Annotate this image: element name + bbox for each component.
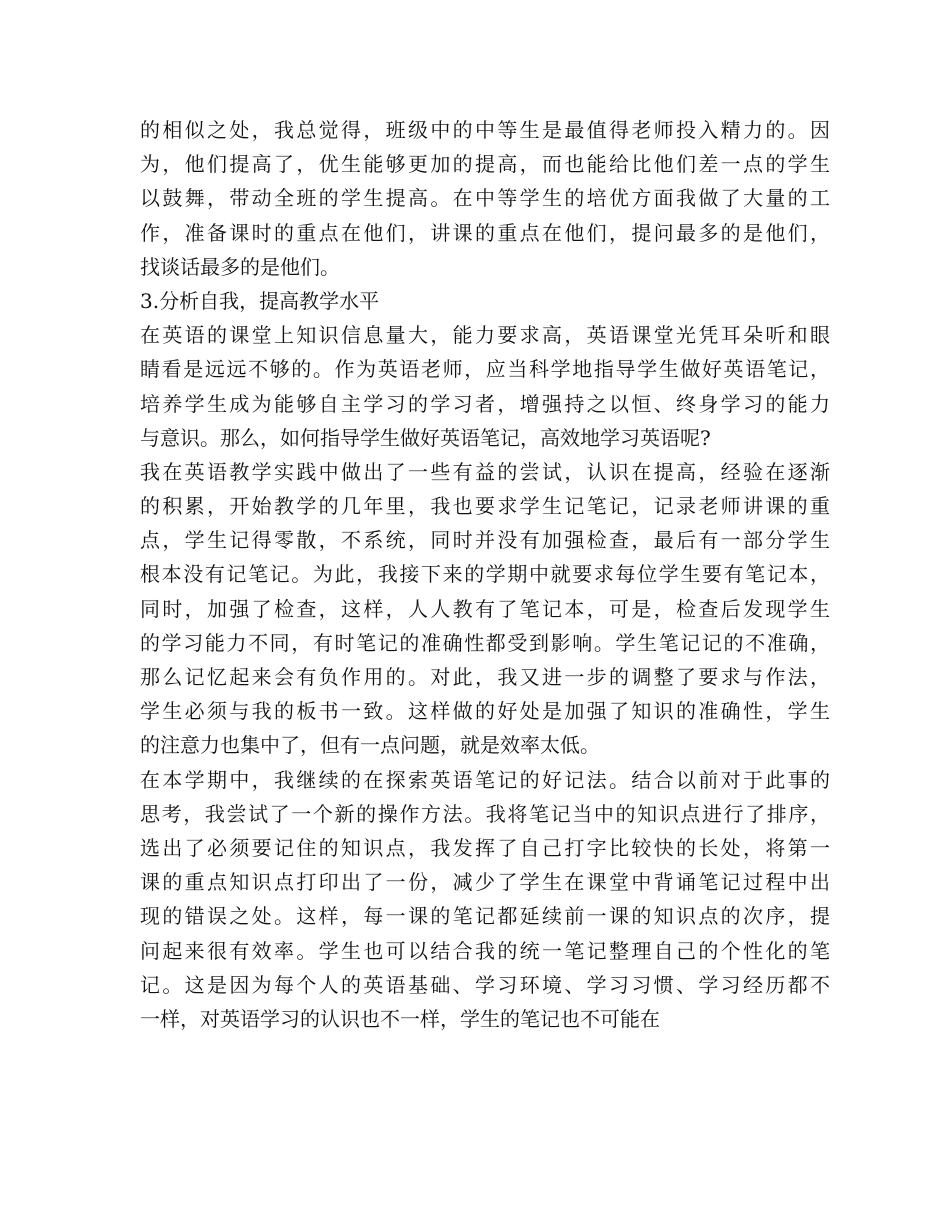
text-line: 与意识。那么，如何指导学生做好英语笔记，高效地学习英语呢?	[140, 425, 711, 450]
text-line: 现的错误之处。这样，每一课的笔记都延续前一课的知识点的次序，提	[140, 904, 830, 929]
text-line: 找谈话最多的是他们。	[140, 254, 340, 279]
text-line: 睛看是远远不够的。作为英语老师，应当科学地指导学生做好英语笔记，	[140, 357, 830, 382]
text-line: 培养学生成为能够自主学习的学习者，增强持之以恒、终身学习的能力	[140, 391, 830, 416]
text-line: 课的重点知识点打印出了一份，减少了学生在课堂中背诵笔记过程中出	[140, 870, 830, 895]
text-line: 在英语的课堂上知识信息量大，能力要求高，英语课堂光凭耳朵听和眼	[140, 323, 830, 348]
text-line: 根本没有记笔记。为此，我接下来的学期中就要求每位学生要有笔记本，	[140, 562, 830, 587]
text-line: 的相似之处，我总觉得，班级中的中等生是最值得老师投入精力的。因	[140, 118, 830, 142]
document-body	[140, 113, 830, 1036]
text-line: 选出了必须要记住的知识点，我发挥了自己打字比较快的长处，将第一	[140, 835, 830, 860]
text-line: 作，准备课时的重点在他们，讲课的重点在他们，提问最多的是他们，	[140, 220, 830, 245]
text-line: 那么记忆起来会有负作用的。对此，我又进一步的调整了要求与作法，	[140, 665, 830, 689]
text-line: 思考，我尝试了一个新的操作方法。我将笔记当中的知识点进行了排序，	[140, 801, 830, 826]
section-heading: 3.分析自我，提高教学水平	[140, 288, 380, 313]
text-line: 一样，对英语学习的认识也不一样，学生的笔记也不可能在	[140, 1006, 660, 1031]
text-line: 的学习能力不同，有时笔记的准确性都受到影响。学生笔记记的不准确，	[140, 630, 830, 655]
text-line: 在本学期中，我继续的在探索英语笔记的好记法。结合以前对于此事的	[140, 767, 830, 792]
text-line: 问起来很有效率。学生也可以结合我的统一笔记整理自己的个性化的笔	[140, 938, 830, 963]
text-line: 的注意力也集中了，但有一点问题，就是效率太低。	[140, 733, 600, 758]
text-line: 为，他们提高了，优生能够更加的提高，而也能给比他们差一点的学生	[140, 152, 830, 177]
text-line: 学生必须与我的板书一致。这样做的好处是加强了知识的准确性，学生	[140, 699, 830, 724]
text-line: 点，学生记得零散，不系统，同时并没有加强检查，最后有一部分学生	[140, 528, 830, 553]
text-line: 同时，加强了检查，这样，人人教有了笔记本，可是，检查后发现学生	[140, 596, 830, 621]
text-line: 记。这是因为每个人的英语基础、学习环境、学习习惯、学习经历都不	[140, 972, 830, 997]
text-line: 以鼓舞，带动全班的学生提高。在中等学生的培优方面我做了大量的工	[140, 186, 830, 211]
text-line: 的积累，开始教学的几年里，我也要求学生记笔记，记录老师讲课的重	[140, 494, 830, 519]
text-line: 我在英语教学实践中做出了一些有益的尝试，认识在提高，经验在逐渐	[140, 459, 830, 484]
